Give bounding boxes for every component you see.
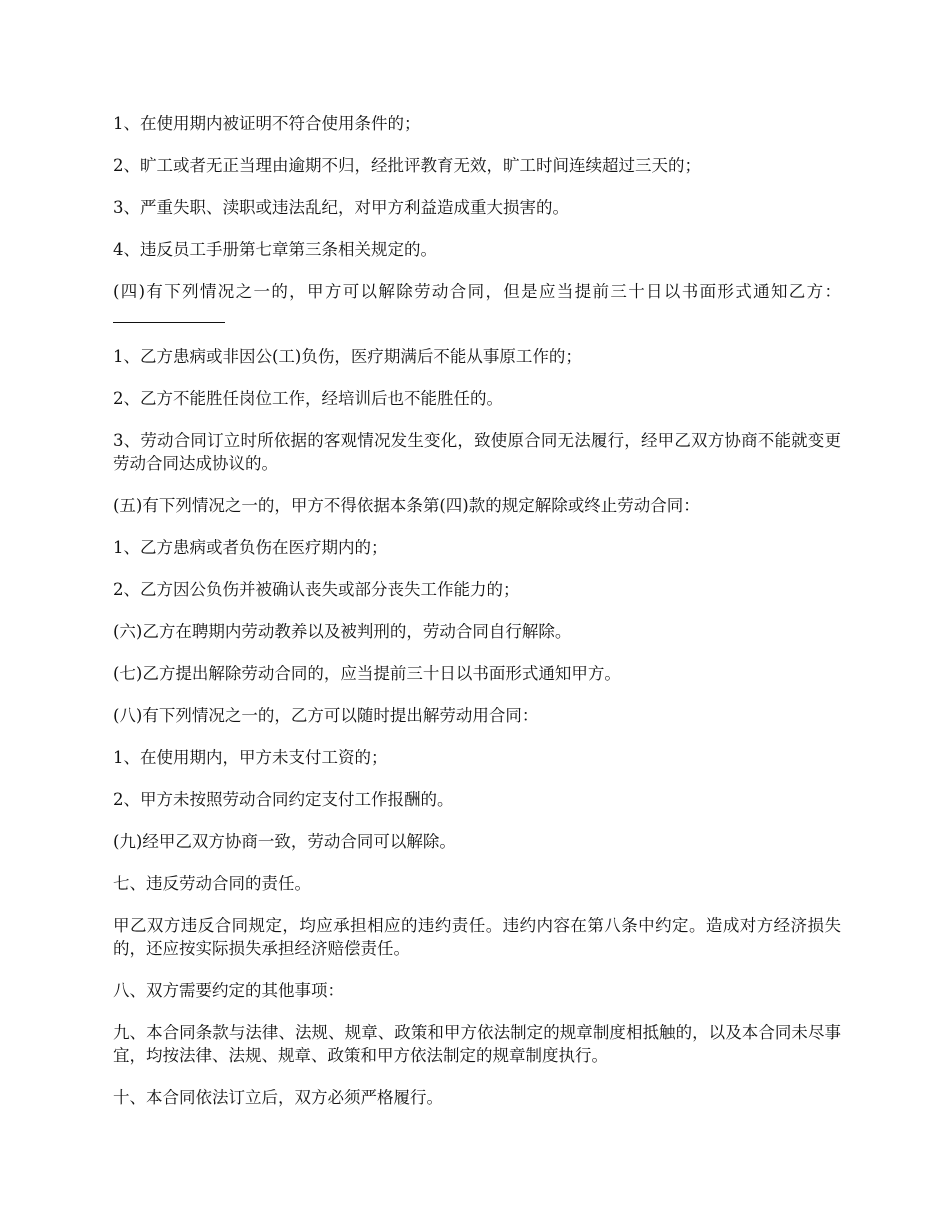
paragraph-section-9: (九)经甲乙双方协商一致，劳动合同可以解除。 (113, 832, 456, 851)
heading-article-8: 八、双方需要约定的其他事项： (113, 981, 344, 1000)
paragraph-section-8-item-1: 1、在使用期内，甲方未支付工资的； (113, 748, 388, 767)
paragraph-section-4-item-1: 1、乙方患病或非因公(工)负伤，医疗期满后不能从事原工作的； (113, 347, 582, 366)
paragraph-section-5: (五)有下列情况之一的，甲方不得依据本条第(四)款的规定解除或终止劳动合同： (113, 496, 700, 515)
paragraph-article-7-body: 甲乙双方违反合同规定，均应承担相应的违约责任。违约内容在第八条中约定。造成对方经济损失的，还应按实际损失承担经济赔偿责任。 (113, 916, 841, 958)
paragraph-clause-2: 2、旷工或者无正当理由逾期不归，经批评教育无效，旷工时间连续超过三天的； (113, 156, 701, 175)
paragraph-clause-4: 4、违反员工手册第七章第三条相关规定的。 (113, 240, 437, 259)
paragraph-article-10: 十、本合同依法订立后，双方必须严格履行。 (113, 1088, 443, 1107)
paragraph-section-4 (113, 280, 841, 326)
paragraph-section-8: (八)有下列情况之一的，乙方可以随时提出解劳动用合同： (113, 706, 539, 725)
paragraph-section-8-item-2: 2、甲方未按照劳动合同约定支付工作报酬的。 (113, 790, 454, 809)
paragraph-section-6: (六)乙方在聘期内劳动教养以及被判刑的，劳动合同自行解除。 (113, 622, 572, 641)
section-4-text: (四)有下列情况之一的，甲方可以解除劳动合同，但是应当提前三十日以书面形式通知乙方： (113, 282, 841, 301)
paragraph-section-7: (七)乙方提出解除劳动合同的，应当提前三十日以书面形式通知甲方。 (113, 664, 621, 683)
paragraph-clause-1: 1、在使用期内被证明不符合使用条件的； (113, 114, 421, 133)
paragraph-article-9: 九、本合同条款与法律、法规、规章、政策和甲方依法制定的规章制度相抵触的，以及本合同未尽事宜，均按法律、法规、规章、政策和甲方依法制定的规章制度执行。 (113, 1023, 841, 1065)
paragraph-clause-3: 3、严重失职、渎职或违法乱纪，对甲方利益造成重大损害的。 (113, 198, 569, 217)
paragraph-section-4-item-2: 2、乙方不能胜任岗位工作，经培训后也不能胜任的。 (113, 389, 503, 408)
fill-in-blank (113, 306, 225, 323)
paragraph-section-5-item-2: 2、乙方因公负伤并被确认丧失或部分丧失工作能力的； (113, 580, 520, 599)
document-body (113, 112, 841, 1128)
paragraph-section-4-item-3: 3、劳动合同订立时所依据的客观情况发生变化，致使原合同无法履行，经甲乙双方协商不能就变更劳动合同达成协议的。 (113, 431, 841, 473)
paragraph-section-5-item-1: 1、乙方患病或者负伤在医疗期内的； (113, 538, 388, 557)
heading-article-7: 七、违反劳动合同的责任。 (113, 874, 311, 893)
